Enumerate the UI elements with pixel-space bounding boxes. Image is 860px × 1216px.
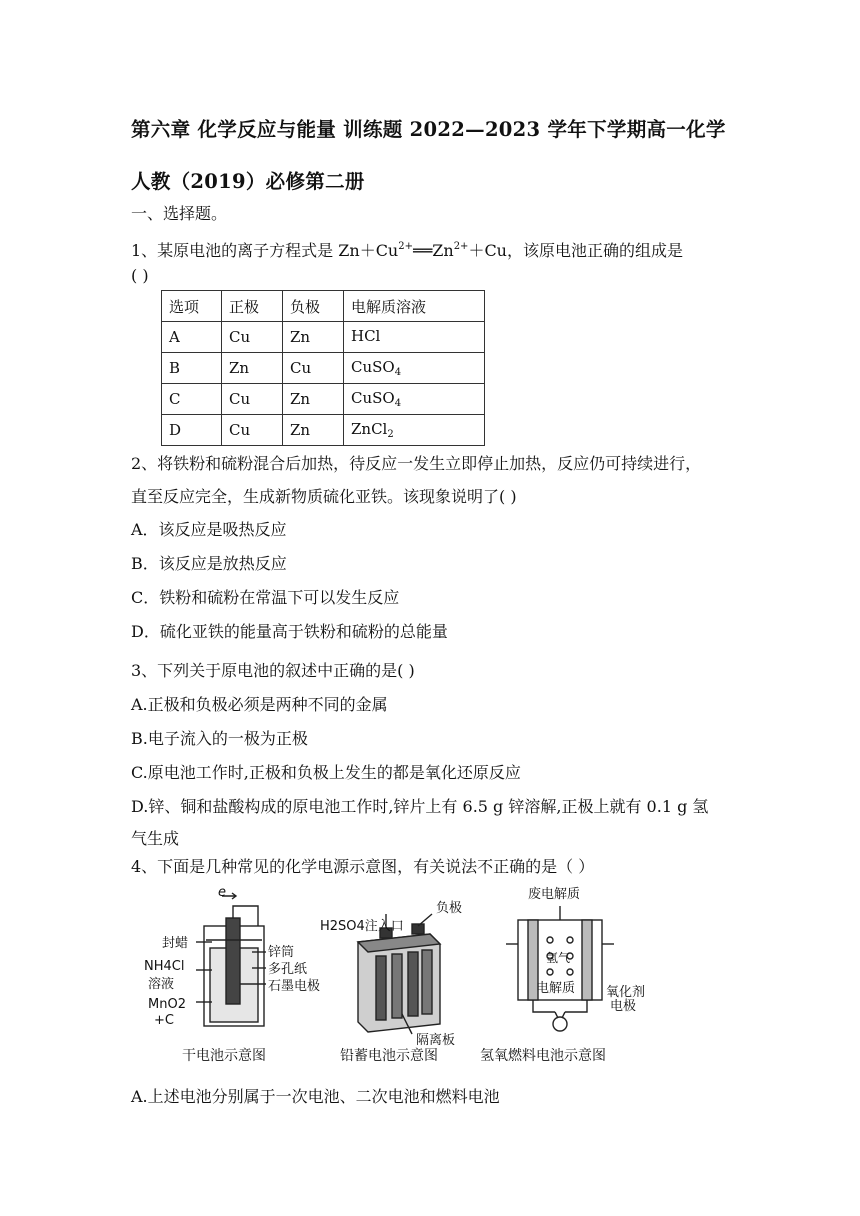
- table-cell: Zn: [283, 415, 344, 446]
- q1-stem: 1、某原电池的离子方程式是 $Zn+Cu^{2+}══Zn^{2+}+Cu$，该原电池正确的组成是: [131, 241, 683, 260]
- battery-figure: [140, 884, 660, 1069]
- lead-label-inlet: H2SO4注入口: [320, 919, 404, 934]
- label-leader: [418, 914, 432, 926]
- table-cell: Cu: [283, 353, 344, 384]
- title-line-1: 第六章 化学反应与能量 训练题 2022—2023 学年下学期高一化学: [131, 118, 726, 141]
- electron-label: e: [218, 885, 226, 900]
- plate: [392, 954, 402, 1018]
- title-line-2: 人教（2019）必修第二册: [131, 170, 365, 193]
- fuel-cell-diagram: [506, 906, 614, 1031]
- table-cell: Cu: [222, 322, 283, 353]
- table-cell: ZnCl$_2$: [344, 415, 485, 446]
- q1-options-table: [161, 290, 485, 446]
- q3-option-a: A.正极和负极必须是两种不同的金属: [131, 695, 388, 714]
- dry-label-wax: 封蜡: [162, 936, 189, 951]
- q2-option-d: D．硫化亚铁的能量高于铁粉和硫粉的总能量: [131, 622, 448, 641]
- table-cell: CuSO$_4$: [344, 353, 485, 384]
- fuel-label-electrode: 电极: [610, 999, 637, 1014]
- gas-bubble: [567, 969, 573, 975]
- table-header-cell: 电解质溶液: [344, 291, 485, 322]
- section-heading: 一、选择题。: [131, 204, 228, 223]
- q2-option-c: C．铁粉和硫粉在常温下可以发生反应: [131, 588, 400, 607]
- table-cell: Zn: [283, 322, 344, 353]
- plate: [422, 950, 432, 1014]
- graphite-rod: [226, 918, 240, 1004]
- fuel-label-waste: 废电解质: [528, 887, 581, 902]
- q3-option-d-cont: 气生成: [131, 829, 180, 848]
- table-row: [162, 415, 485, 446]
- table-header-cell: 选项: [162, 291, 222, 322]
- fuel-label-electrolyte: 电解质: [536, 981, 576, 996]
- dry-label-mno2: MnO2: [148, 997, 186, 1012]
- external-circuit: [533, 1000, 587, 1012]
- table-cell: Cu: [222, 415, 283, 446]
- q1-answer-paren: ( ): [131, 266, 149, 285]
- dry-label-paper: 多孔纸: [268, 962, 308, 977]
- dry-label-zinc: 锌筒: [268, 945, 295, 960]
- q2-option-a: A．该反应是吸热反应: [131, 520, 287, 539]
- table-row: [162, 322, 485, 353]
- gas-bubble: [547, 937, 553, 943]
- q3-option-c: C.原电池工作时,正极和负极上发生的都是氧化还原反应: [131, 763, 521, 782]
- table-cell: D: [162, 415, 222, 446]
- light-bulb: [553, 1017, 567, 1031]
- q3-option-b: B.电子流入的一极为正极: [131, 729, 308, 748]
- bulb-wire: [562, 1012, 565, 1018]
- gas-bubble: [567, 937, 573, 943]
- q4-stem: 4、下面是几种常见的化学电源示意图，有关说法不正确的是（ ）: [131, 857, 595, 876]
- table-cell: Cu: [222, 384, 283, 415]
- table-row: [162, 384, 485, 415]
- table-cell: Zn: [283, 384, 344, 415]
- fuel-label-oxidant: 氧化剂: [606, 985, 646, 1000]
- bulb-wire: [555, 1012, 558, 1018]
- table-header-cell: 正极: [222, 291, 283, 322]
- q2-stem-line-2: 直至反应完全，生成新物质硫化亚铁。该现象说明了( ): [131, 487, 517, 506]
- q2-stem-line-1: 2、将铁粉和硫粉混合后加热，待反应一发生立即停止加热，反应仍可持续进行，: [131, 454, 702, 473]
- lead-caption: 铅蓄电池示意图: [340, 1048, 438, 1064]
- q2-option-b: B．该反应是放热反应: [131, 554, 287, 573]
- table-header-cell: 负极: [283, 291, 344, 322]
- table-cell: C: [162, 384, 222, 415]
- plate: [408, 952, 418, 1016]
- fuel-caption: 氢氧燃料电池示意图: [480, 1048, 606, 1064]
- dry-label-carbon: +C: [154, 1013, 174, 1028]
- lead-label-separator: 隔离板: [416, 1033, 456, 1048]
- q3-stem: 3、下列关于原电池的叙述中正确的是( ): [131, 661, 415, 680]
- table-row: [162, 353, 485, 384]
- table-cell: CuSO$_4$: [344, 384, 485, 415]
- table-cell: B: [162, 353, 222, 384]
- document-title: [131, 110, 741, 202]
- table-header-row: [162, 291, 485, 322]
- dry-label-solution: 溶液: [148, 977, 175, 992]
- q3-option-d: D.锌、铜和盐酸构成的原电池工作时,锌片上有 6.5 g 锌溶解,正极上就有 0.1 g 氢: [131, 797, 709, 816]
- q4-option-a: A.上述电池分别属于一次电池、二次电池和燃料电池: [131, 1087, 500, 1106]
- table-cell: Zn: [222, 353, 283, 384]
- dry-label-graphite: 石墨电极: [268, 979, 321, 994]
- electrode-right: [582, 920, 592, 1000]
- table-cell: HCl: [344, 322, 485, 353]
- plate: [376, 956, 386, 1020]
- dry-label-nh4cl: NH4Cl: [144, 959, 185, 974]
- dry-cell-diagram: [196, 893, 266, 1026]
- gas-bubble: [547, 969, 553, 975]
- dry-caption: 干电池示意图: [182, 1048, 266, 1064]
- table-cell: A: [162, 322, 222, 353]
- fuel-label-h2: 氢气: [546, 951, 571, 965]
- lead-label-neg: 负极: [436, 901, 463, 916]
